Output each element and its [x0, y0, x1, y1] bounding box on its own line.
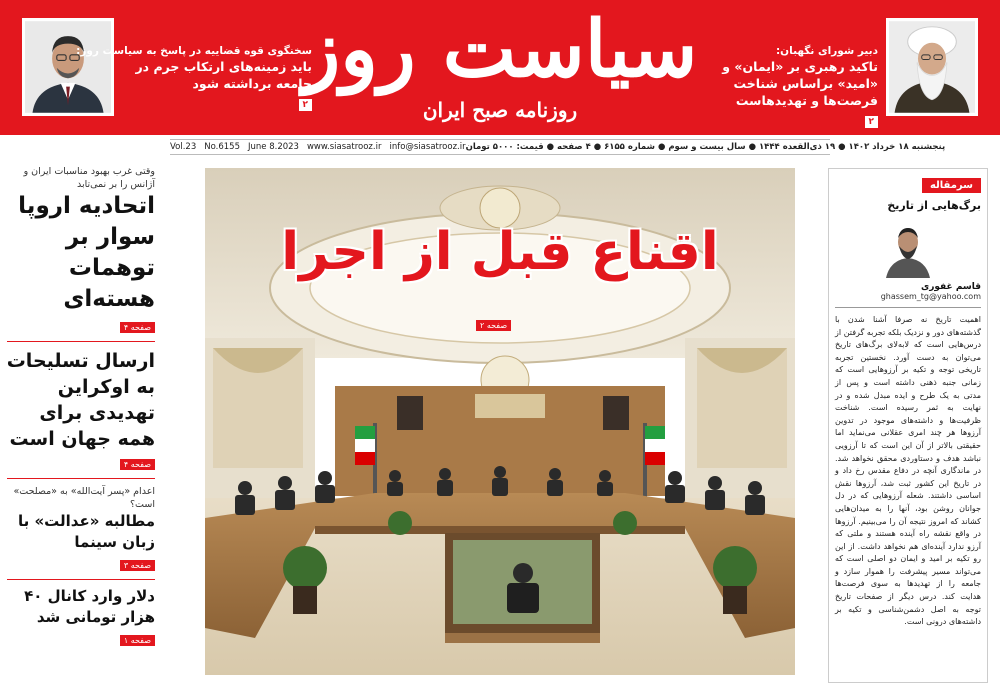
website-link[interactable]: www.siasatrooz.ir [306, 142, 382, 152]
email-link[interactable]: info@siasatrooz.ir [389, 142, 466, 152]
divider [7, 478, 155, 479]
news-page-badge: صفحه ۴ [120, 322, 155, 333]
news-headline: ارسال تسلیحات به اوکراین تهدیدی برای همه جهان است [6, 350, 155, 450]
issue-date: June 8.2023 [248, 142, 299, 152]
news-item-dollar[interactable] [0, 586, 155, 650]
editorial-author: قاسم غفوری [920, 282, 981, 292]
cleric-portrait [886, 18, 978, 116]
divider [7, 579, 155, 580]
editorial-tag: سرمقاله [922, 178, 981, 193]
right-story-page-badge: ۲ [865, 116, 879, 128]
divider [7, 341, 155, 342]
right-story-kicker: دبیر شورای نگهبان: [775, 45, 878, 57]
issue-info-persian: پنجشنبه ۱۸ خرداد ۱۴۰۲ ● ۱۹ ذی‌القعده ۱۴۴۴ ● سال بیست و سوم ● شماره ۶۱۵۵ ● ۴ صفحه ● قیمت: ۵۰۰۰ تومان [465, 142, 946, 152]
news-kicker: اعدام «پسر آیت‌الله» به «مصلحت» است؟ [13, 486, 155, 510]
masthead [0, 0, 1000, 135]
left-story-page-badge: ۲ [299, 99, 313, 111]
cleric-photo-icon [889, 21, 975, 113]
author-avatar [876, 220, 940, 278]
issue-info-latin [170, 142, 466, 152]
author-email[interactable]: ghassem_tg@yahoo.com [880, 292, 981, 301]
news-item-ukraine[interactable] [0, 348, 155, 479]
masthead-right-story[interactable] [688, 44, 878, 128]
issue-number: No.6155 [204, 142, 240, 152]
news-headline: مطالبه «عدالت» با زبان سینما [17, 512, 155, 551]
news-headline: اتحادیه اروپا سوار بر توهمات هسته‌ای [18, 193, 155, 312]
newspaper-title: سیاست روز [302, 4, 698, 95]
author-photo-icon [876, 220, 940, 278]
issue-info-bar [170, 139, 946, 155]
editorial-column [828, 168, 988, 683]
spokesman-photo-icon [25, 21, 111, 113]
news-item-eu[interactable] [0, 165, 155, 342]
news-headline: دلار وارد کانال ۴۰ هزار تومانی شد [24, 587, 155, 626]
divider [835, 307, 981, 308]
newspaper-subtitle: روزنامه صبح ایران [422, 98, 578, 122]
right-story-headline: تاکید رهبری بر «ایمان» و «امید» براساس شناخت فرصت‌ها و تهدیدهاست [722, 59, 878, 108]
masthead-left-story[interactable] [76, 44, 312, 111]
news-page-badge: صفحه ۳ [120, 560, 155, 571]
left-story-headline: باید زمینه‌های ارتکاب جرم در جامعه برداشته شود [135, 59, 312, 91]
left-story-kicker: سخنگوی قوه قضاییه در پاسخ به سیاست روز: [76, 45, 312, 57]
main-headline[interactable]: اقناع قبل از اجرا [281, 222, 719, 282]
news-kicker: وقتی غرب بهبود مناسبات ایران و آژانس را بر نمی‌تابد [23, 166, 155, 190]
news-item-cinema[interactable] [0, 485, 155, 580]
news-page-badge: صفحه ۱ [120, 635, 155, 646]
editorial-body: اهمیت تاریخ نه صرفا آشنا شدن با گذشته‌های دور و نزدیک بلکه تجربه گرفتن از درس‌هایی است که لابه‌لای برگ‌های تاریخ می‌توان به دست آورد. نخستین تجربه تاریخی توجه و تکیه بر آرزوهایی است که زمانی جنبه ذهنی داشته است و پس از مدتی به یک طرح و ایده مبدل شده و در نهایت به ثمر رسیده است. شناخت ظرفیت‌ها و داشته‌های موجود در تدوین آرزوها هر چند امری عقلانی می‌نماید اما حقیقتی بالاتر از آن این است که تا آرزویی نباشد هدف و دستاوردی محقق نخواهد شد. در ماندگاری آنچه در دفاع مقدس رخ داد و در تاریخ این کشور ثبت شد، آرزوها نقش اساسی داشتند. شعله آرزوهایی که در دل جوانان روشن بود، آنها را به میدان‌هایی کشاند که امروز نتیجه آن را می‌بینیم. آرزوها در واقع نقشه راه آینده هستند و ملتی که آرزو ندارد آینده‌ای هم نخواهد داشت. از این رو تکیه بر امید و ایمان دو اصلی است که می‌تواند مسیر پیشرفت را هموار سازد و جامعه را از تهدیدها به سوی فرصت‌ها هدایت کند. درس دیگر از صفحات تاریخ توجه به اصل دشمن‌شناسی و تکیه بر داشته‌های درونی است. [835, 315, 981, 627]
main-headline-page-badge: صفحه ۲ [476, 320, 511, 331]
news-page-badge: صفحه ۴ [120, 459, 155, 470]
volume-number: Vol.23 [170, 142, 197, 152]
spokesman-portrait [22, 18, 114, 116]
left-news-column [0, 165, 165, 683]
editorial-title[interactable]: برگ‌هایی از تاریخ [887, 199, 981, 212]
